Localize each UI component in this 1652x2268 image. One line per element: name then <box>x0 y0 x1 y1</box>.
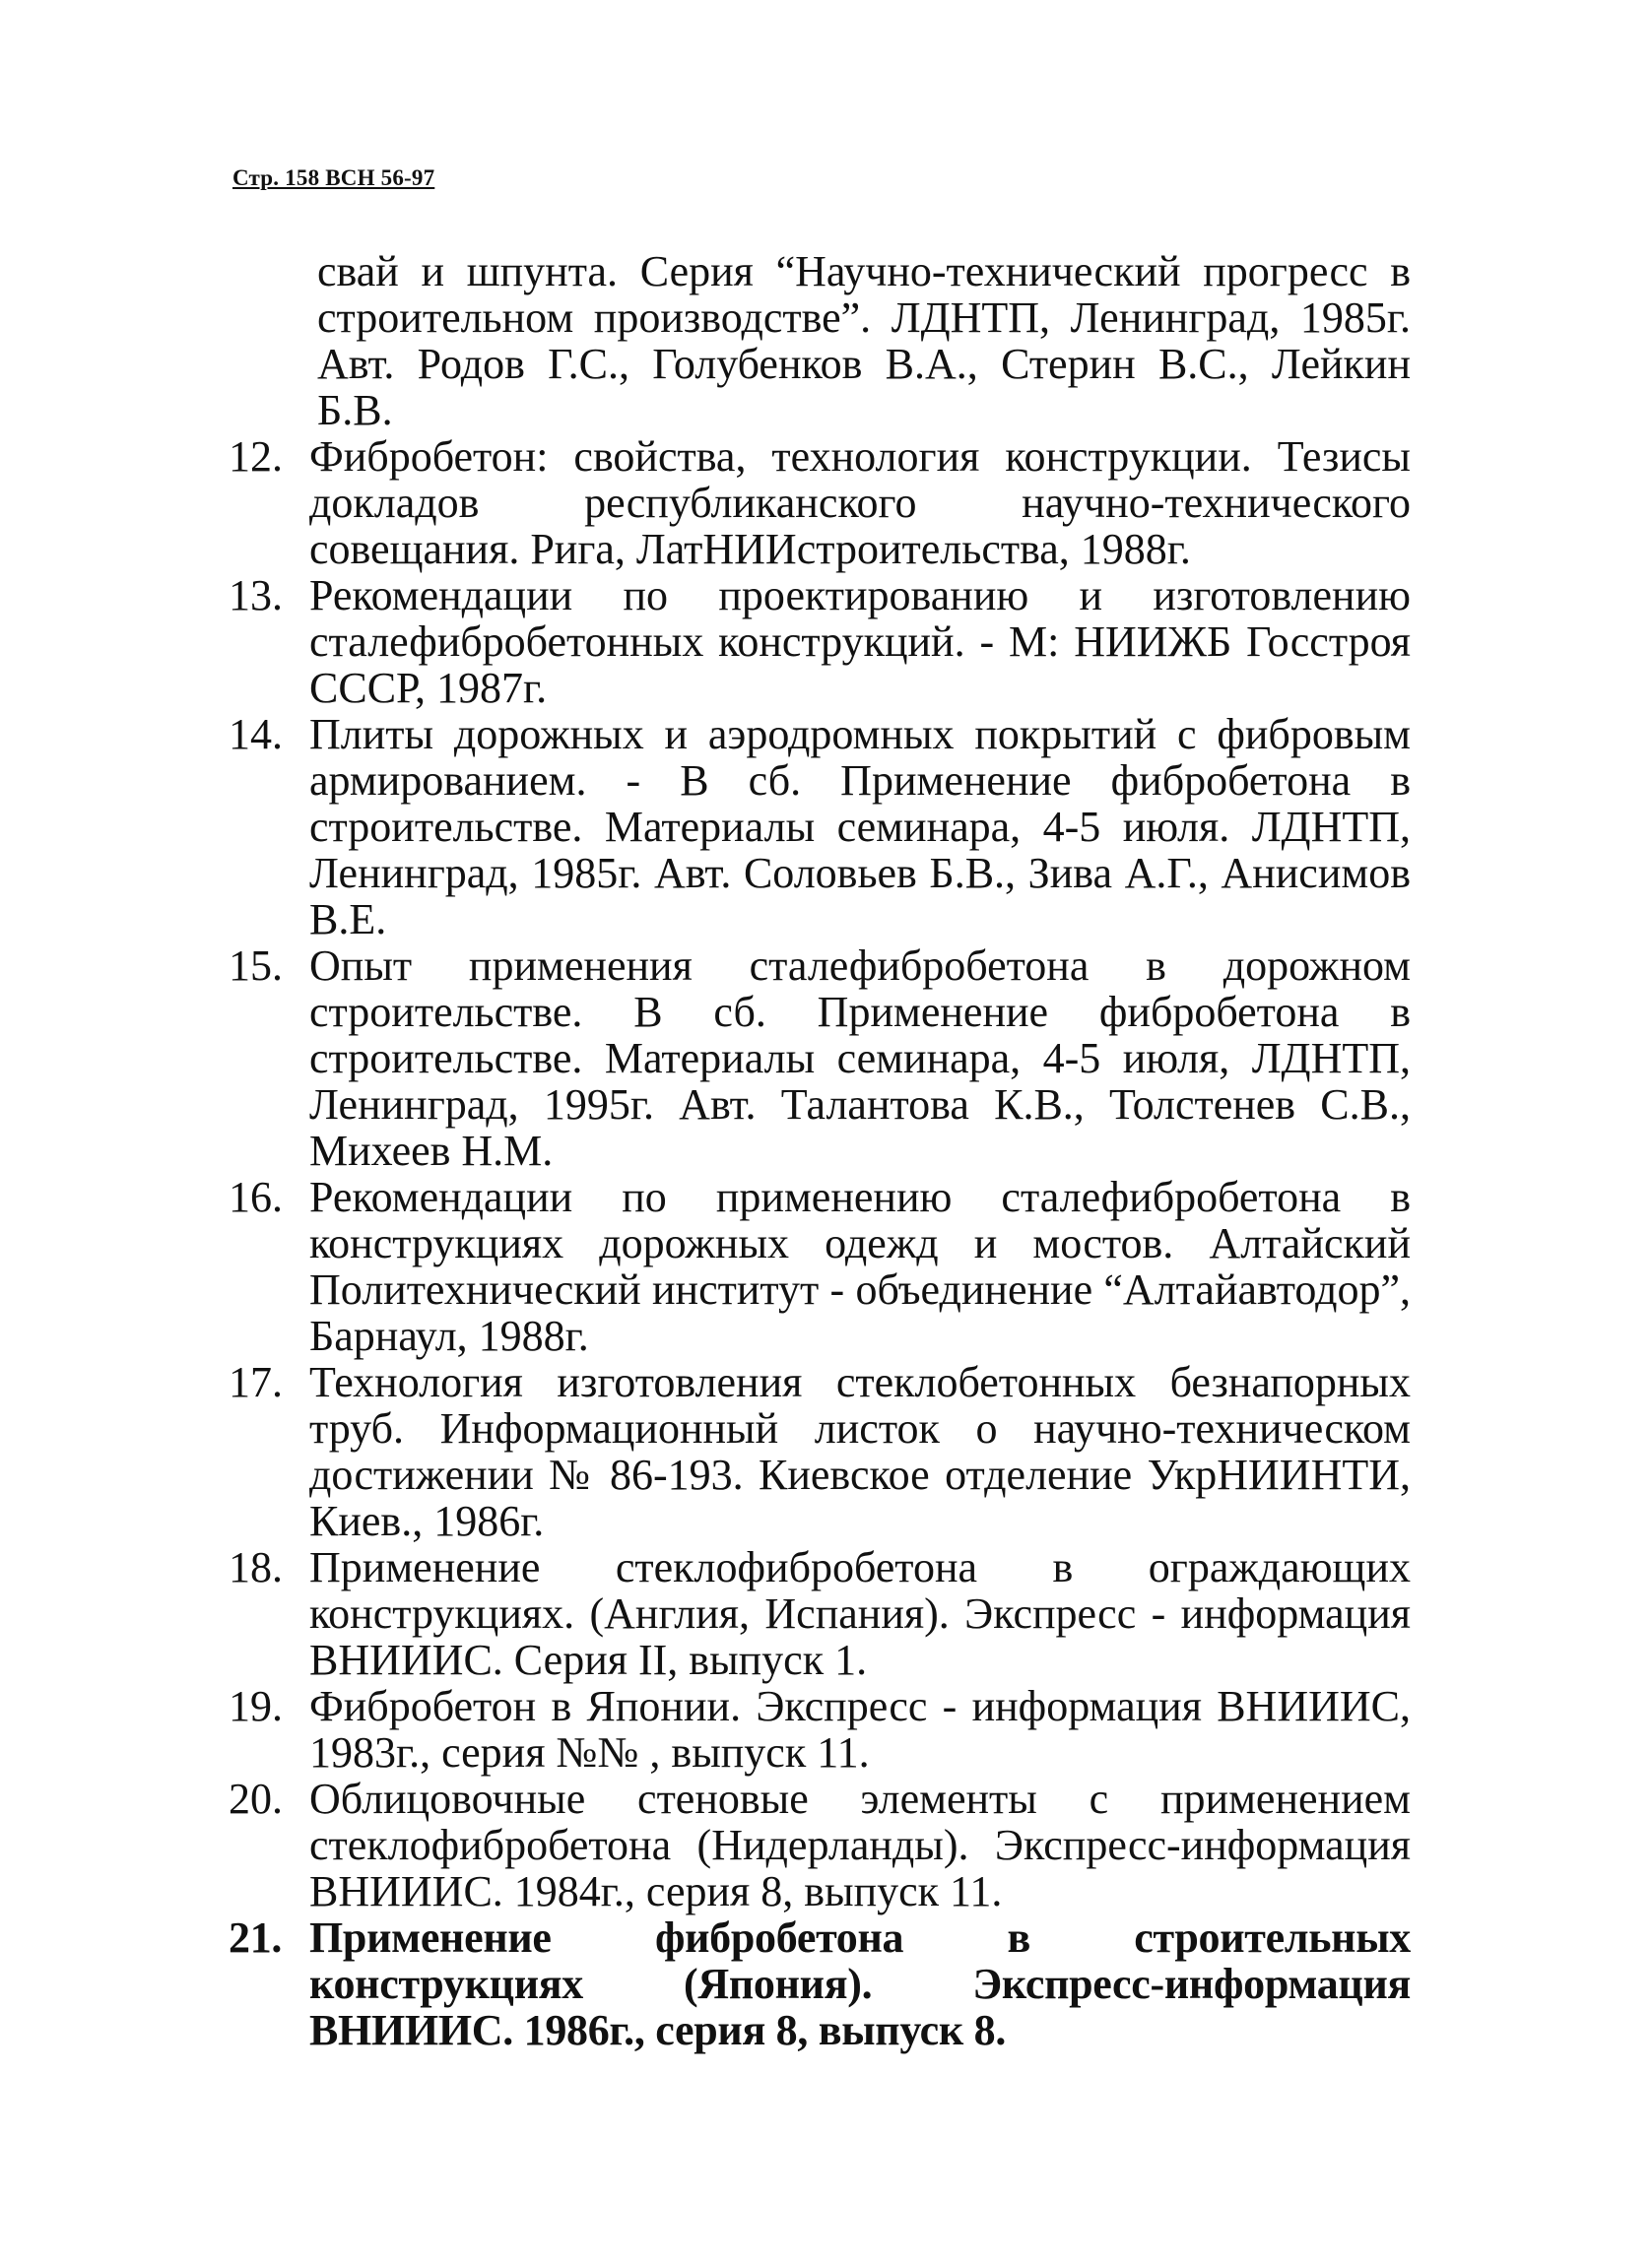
reference-item <box>229 942 1411 1174</box>
reference-item <box>229 1359 1411 1544</box>
reference-number: 14. <box>229 710 283 758</box>
reference-text: Рекомендации по проектированию и изготовлению сталефибробетонных конструкций. - М: НИИЖБ Госстроя СССР, 1987г. <box>309 571 1411 712</box>
reference-text: Фибробетон: свойства, технология конструкции. Тезисы докладов республиканского научно-технического совещания. Рига, ЛатНИИстроительства, 1988г. <box>309 432 1411 573</box>
reference-item <box>229 1544 1411 1683</box>
reference-text: Технология изготовления стеклобетонных безнапорных труб. Информационный листок о научно-техническом достижении № 86-193. Киевское отделение УкрНИИНТИ, Киев., 1986г. <box>309 1358 1411 1545</box>
reference-number: 13. <box>229 571 283 619</box>
reference-item <box>229 1914 1411 2053</box>
reference-text: Применение фибробетона в строительных конструкциях (Япония). Экспресс-информация ВНИИИС. 1986г., серия 8, выпуск 8. <box>309 1913 1411 2054</box>
reference-number: 18. <box>229 1543 283 1591</box>
reference-continuation <box>229 248 1411 433</box>
reference-number: 20. <box>229 1775 283 1823</box>
reference-item <box>229 1776 1411 1914</box>
reference-item <box>229 572 1411 711</box>
reference-text: Облицовочные стеновые элементы с применением стеклофибробетона (Нидерланды). Экспресс-информация ВНИИИС. 1984г., серия 8, выпуск 11. <box>309 1775 1411 1915</box>
reference-text: Применение стеклофибробетона в ограждающих конструкциях. (Англия, Испания). Экспресс - информация ВНИИИС. Серия II, выпуск 1. <box>309 1543 1411 1684</box>
reference-text: Плиты дорожных и аэродромных покрытий с фибровым армированием. - В сб. Применение фибробетона в строительстве. Материалы семинара, 4-5 июля. ЛДНТП, Ленинград, 1985г. Авт. Соловьев Б.В., Зива А.Г., Анисимов В.Е. <box>309 710 1411 943</box>
reference-number: 17. <box>229 1358 283 1406</box>
reference-text: свай и шпунта. Серия “Научно-технический прогресс в строительном производстве”. ЛДНТП, Ленинград, 1985г. Авт. Родов Г.С., Голубенков В.А., Стерин В.С., Лейкин Б.В. <box>317 247 1411 434</box>
reference-text: Фибробетон в Японии. Экспресс - информация ВНИИИС, 1983г., серия №№ , выпуск 11. <box>309 1682 1411 1777</box>
reference-number: 15. <box>229 941 283 990</box>
reference-text: Рекомендации по применению сталефибробетона в конструкциях дорожных одежд и мостов. Алтайский Политехнический институт - объединение “Алтайавтодор”, Барнаул, 1988г. <box>309 1173 1411 1360</box>
reference-list <box>229 248 1411 2053</box>
reference-item <box>229 711 1411 942</box>
reference-item <box>229 433 1411 572</box>
reference-number: 12. <box>229 432 283 481</box>
reference-text: Опыт применения сталефибробетона в дорожном строительстве. В сб. Применение фибробетона в строительстве. Материалы семинара, 4-5 июля, ЛДНТП, Ленинград, 1995г. Авт. Талантова К.В., Толстенев С.В., Михеев Н.М. <box>309 941 1411 1175</box>
reference-number: 19. <box>229 1682 283 1730</box>
reference-item <box>229 1683 1411 1776</box>
page-header: Стр. 158 ВСН 56-97 <box>232 165 435 190</box>
reference-item <box>229 1174 1411 1359</box>
reference-number: 16. <box>229 1173 283 1221</box>
reference-number: 21. <box>229 1913 283 1962</box>
